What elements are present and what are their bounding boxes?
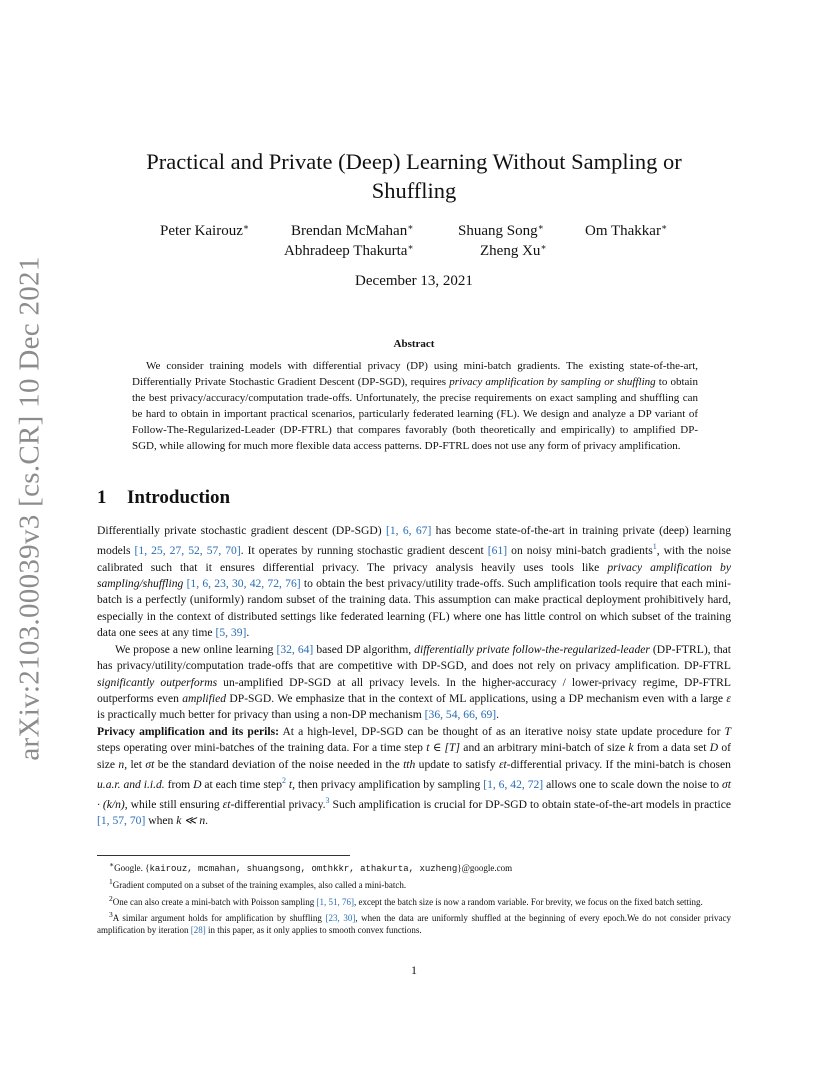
author-name: Peter Kairouz∗ [160,222,250,239]
citation-link[interactable]: [1, 25, 27, 52, 57, 70] [134,544,241,558]
paper-date: December 13, 2021 [355,273,473,289]
footnote: $^1$Gradient computed on a subset of the training examples, also called a mini-batch. [109,877,407,891]
citation-link[interactable]: [1, 6, 23, 30, 42, 72, 76] [186,577,301,591]
citation-link[interactable]: [28] [190,925,206,936]
footnote-link[interactable]: 1 [652,542,657,552]
arxiv-identifier: arXiv:2103.00039v3 [cs.CR] 10 Dec 2021 [13,255,46,761]
section-number: 1 [97,487,107,508]
footnote-affiliation: ∗Google. {kairouz, mcmahan, shuangsong, omthkkr, athakurta, xuzheng}@google.com [109,860,513,874]
citation-link[interactable]: [36, 54, 66, 69] [424,708,497,722]
author-name: Zheng Xu∗ [480,242,547,259]
author-name: Brendan McMahan∗ [291,222,414,239]
section-heading [97,487,731,509]
citation-link[interactable]: [32, 64] [276,642,314,656]
paragraph-heading: Privacy amplification and its perils: [97,724,279,738]
footnotes [97,859,731,937]
author-name: Om Thakkar∗ [585,222,668,239]
abstract-text: We consider training models with differential privacy (DP) using mini-batch gradients. The existing state-of-the-art, Differentially Private Stochastic Gradient Descent (DP-SGD), requires privacy amplification by sampling or shuffling to obtain the best privacy/accuracy/computation trade-offs. Unfortunately, the precise requirements on exact sampling and shuffling can be hard to obtain in important practical scenarios, particularly federated learning (FL). We design and analyze a DP variant of Follow-The-Regularized-Leader (DP-FTRL) that compares favorably (both theoretically and empirically) to amplified DP-SGD, while allowing for much more flexible data access patterns. DP-FTRL does not use any form of privacy amplification. [132,360,698,452]
citation-link[interactable]: [5, 39] [215,626,247,640]
footnote: $^3$A similar argument holds for amplification by shuffling [23, 30], when the data are uniformly shuffled at the beginning of every epoch.We do not consider privacy amplification by iteration [28] in this paper, as it only applies to smooth convex functions. [97,909,732,936]
citation-link[interactable]: [1, 6, 67] [385,524,432,537]
paragraph: Differentially private stochastic gradient descent (DP-SGD) [1, 6, 67] has become state-of-the-art in training private (deep) learning models [1, 25, 27, 52, 57, 70]. It operates by running stochastic gradient descent [61] on noisy mini-batch gradients$^1$, with the noise calibrated such that it ensures differential privacy. The privacy analysis heavily uses tools like privacy amplification by sampling/shuffling [1, 6, 23, 30, 42, 72, 76] to obtain the best privacy/utility trade-offs. Such amplification tools require that each mini-batch is a perfectly (uniformly) random subset of the training data. This assumption can make practical deployment prohibitively hard, especially in the context of distributed settings like federated learning (FL) where one has little control on which subset of the training data one sees at any time [5, 39]. [97,524,731,640]
citation-link[interactable]: [1, 57, 70] [97,814,146,828]
page-number: 1 [411,963,417,977]
footnote: $^2$One can also create a mini-batch with Poisson sampling [1, 51, 76], except the batch size is now a random variable. For brevity, we focus on the fixed batch setting. [109,893,703,907]
footnote-link[interactable]: 3 [325,796,330,806]
footnote-link[interactable]: 2 [282,775,286,785]
title-line-2: Shuffling [371,178,457,203]
citation-link[interactable]: [1, 6, 42, 72] [483,777,544,791]
section-title: Introduction [127,487,231,508]
citation-link[interactable]: [61] [487,544,508,558]
arxiv-sidebar [8,255,52,761]
author-name: Abhradeep Thakurta∗ [284,242,414,259]
citation-link[interactable]: [23, 30] [325,912,356,923]
citation-link[interactable]: [1, 51, 76] [316,896,354,907]
title-line-1: Practical and Private (Deep) Learning Without Sampling or [146,149,682,174]
paper-title [97,147,731,205]
abstract-heading: Abstract [393,338,435,350]
section-body [97,523,731,830]
paragraph: We propose a new online learning [32, 64] based DP algorithm, differentially private follow-the-regularized-leader (DP-FTRL), that has privacy/utility/computation trade-offs that are competitive with DP-SGD, and does not rely on privacy amplification. DP-FTRL significantly outperforms un-amplified DP-SGD at all privacy levels. In the higher-accuracy / lower-privacy regime, DP-FTRL outperforms even amplified DP-SGD. We emphasize that in the context of ML applications, using a DP mechanism even with a large ε is practically much better for privacy than using a non-DP mechanism [36, 54, 66, 69]. [97,642,731,722]
footnote-rule [97,855,350,856]
author-name: Shuang Song∗ [458,222,544,239]
author-emails: kairouz, mcmahan, shuangsong, omthkkr, athakurta, xuzheng [149,864,458,874]
paragraph: Privacy amplification and its perils: At a high-level, DP-SGD can be thought of as an iterative noisy state update procedure for T steps operating over mini-batches of the training data. For a time step t ∈ [T] and an arbitrary mini-batch of size k from a data set D of size n, let σt be the standard deviation of the noise needed in the tth update to satisfy εt-differential privacy. If the mini-batch is chosen u.a.r. and i.i.d. from D at each time step$^2$ t, then privacy amplification by sampling [1, 6, 42, 72] allows one to scale down the noise to σt · (k/n), while still ensuring εt-differential privacy.$^3$ Such amplification is crucial for DP-SGD to obtain state-of-the-art models in practice [1, 57, 70] when k ≪ n. [97,724,732,828]
